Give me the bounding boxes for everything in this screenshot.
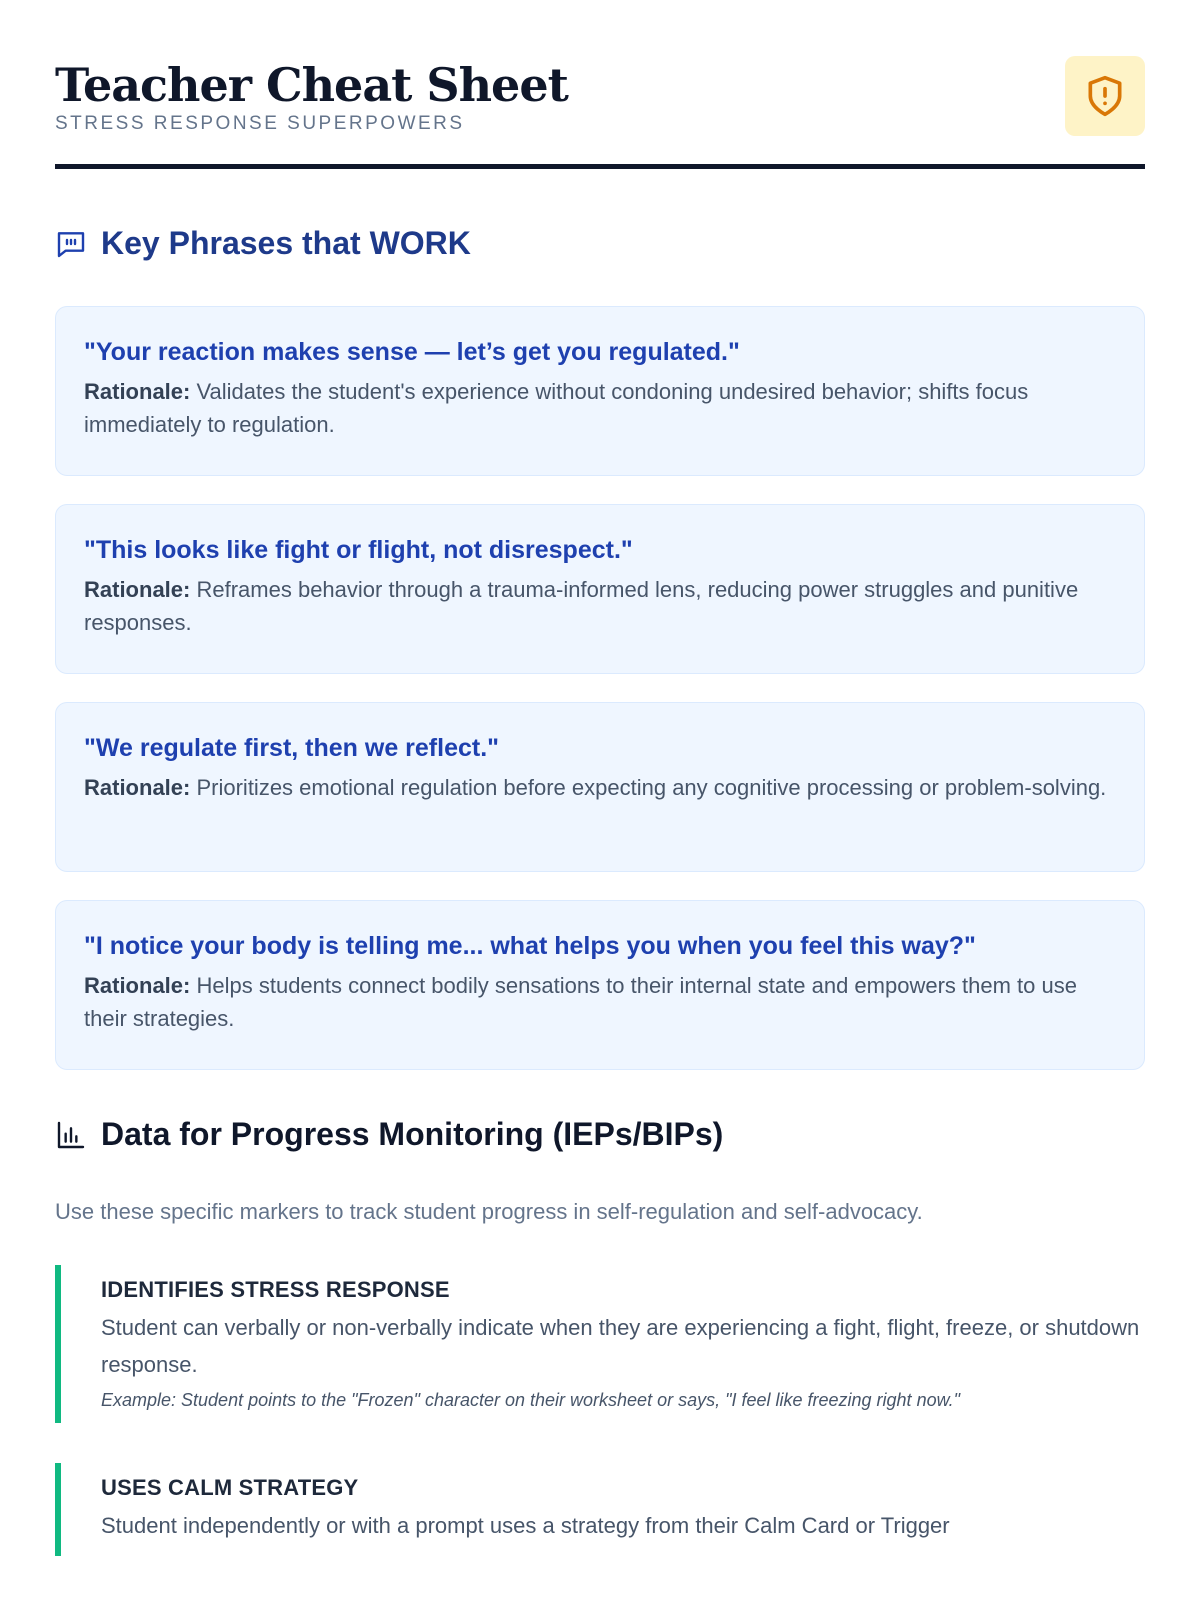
marker-description: Student can verbally or non-verbally indicate when they are experiencing a fight, flight, freeze, or shutdown response.	[101, 1315, 1140, 1378]
rationale-text: Helps students connect bodily sensations to their internal state and empowers them to use their strategies.	[84, 973, 1077, 1031]
phrase-text: "I notice your body is telling me... what helps you when you feel this way?"	[84, 932, 976, 960]
title-block	[55, 56, 568, 135]
phrase-card	[55, 900, 1145, 1070]
phrase-text: "This looks like fight or flight, not disrespect."	[84, 536, 633, 564]
progress-marker	[55, 1265, 1145, 1423]
bar-chart-icon	[55, 1119, 87, 1151]
rationale-label: Rationale:	[84, 973, 191, 998]
phrase-text: "Your reaction makes sense — let’s get you regulated."	[84, 338, 740, 366]
phrase-rationale	[84, 375, 1116, 441]
quote-message-icon	[55, 228, 87, 260]
rationale-label: Rationale:	[84, 577, 191, 602]
key-phrases-title: Key Phrases that WORK	[101, 225, 471, 261]
progress-marker	[55, 1463, 1145, 1556]
phrase-rationale	[84, 573, 1116, 639]
rationale-text: Reframes behavior through a trauma-informed lens, reducing power struggles and punitive responses.	[84, 577, 1079, 635]
progress-monitoring-heading	[55, 1116, 1145, 1153]
page-subtitle: STRESS RESPONSE SUPERPOWERS	[55, 112, 465, 134]
page-title: Teacher Cheat Sheet	[55, 58, 568, 112]
rationale-text: Prioritizes emotional regulation before expecting any cognitive processing or problem-solving.	[196, 775, 1107, 800]
shield-badge	[1065, 56, 1145, 136]
phrase-list	[55, 306, 1145, 1070]
marker-title: USES CALM STRATEGY	[101, 1474, 359, 1500]
phrase-rationale	[84, 771, 1116, 804]
phrase-text: "We regulate first, then we reflect."	[84, 734, 500, 762]
progress-monitoring-title: Data for Progress Monitoring (IEPs/BIPs)	[101, 1116, 724, 1152]
rationale-text: Validates the student's experience without condoning undesired behavior; shifts focus immediately to regulation.	[84, 379, 1029, 437]
progress-intro: Use these specific markers to track student progress in self-regulation and self-advocacy.	[55, 1199, 923, 1224]
phrase-card	[55, 306, 1145, 476]
shield-alert-icon	[1083, 74, 1127, 118]
marker-description: Student independently or with a prompt uses a strategy from their Calm Card or Trigger	[101, 1512, 950, 1538]
key-phrases-heading	[55, 225, 1145, 262]
marker-title: IDENTIFIES STRESS RESPONSE	[101, 1277, 450, 1302]
marker-example: Example: Student points to the "Frozen" character on their worksheet or says, "I feel like freezing right now."	[101, 1389, 960, 1410]
rationale-label: Rationale:	[84, 379, 191, 404]
phrase-card	[55, 504, 1145, 674]
phrase-rationale	[84, 969, 1116, 1035]
page-header	[55, 56, 1145, 169]
phrase-card	[55, 702, 1145, 872]
rationale-label: Rationale:	[84, 775, 191, 800]
